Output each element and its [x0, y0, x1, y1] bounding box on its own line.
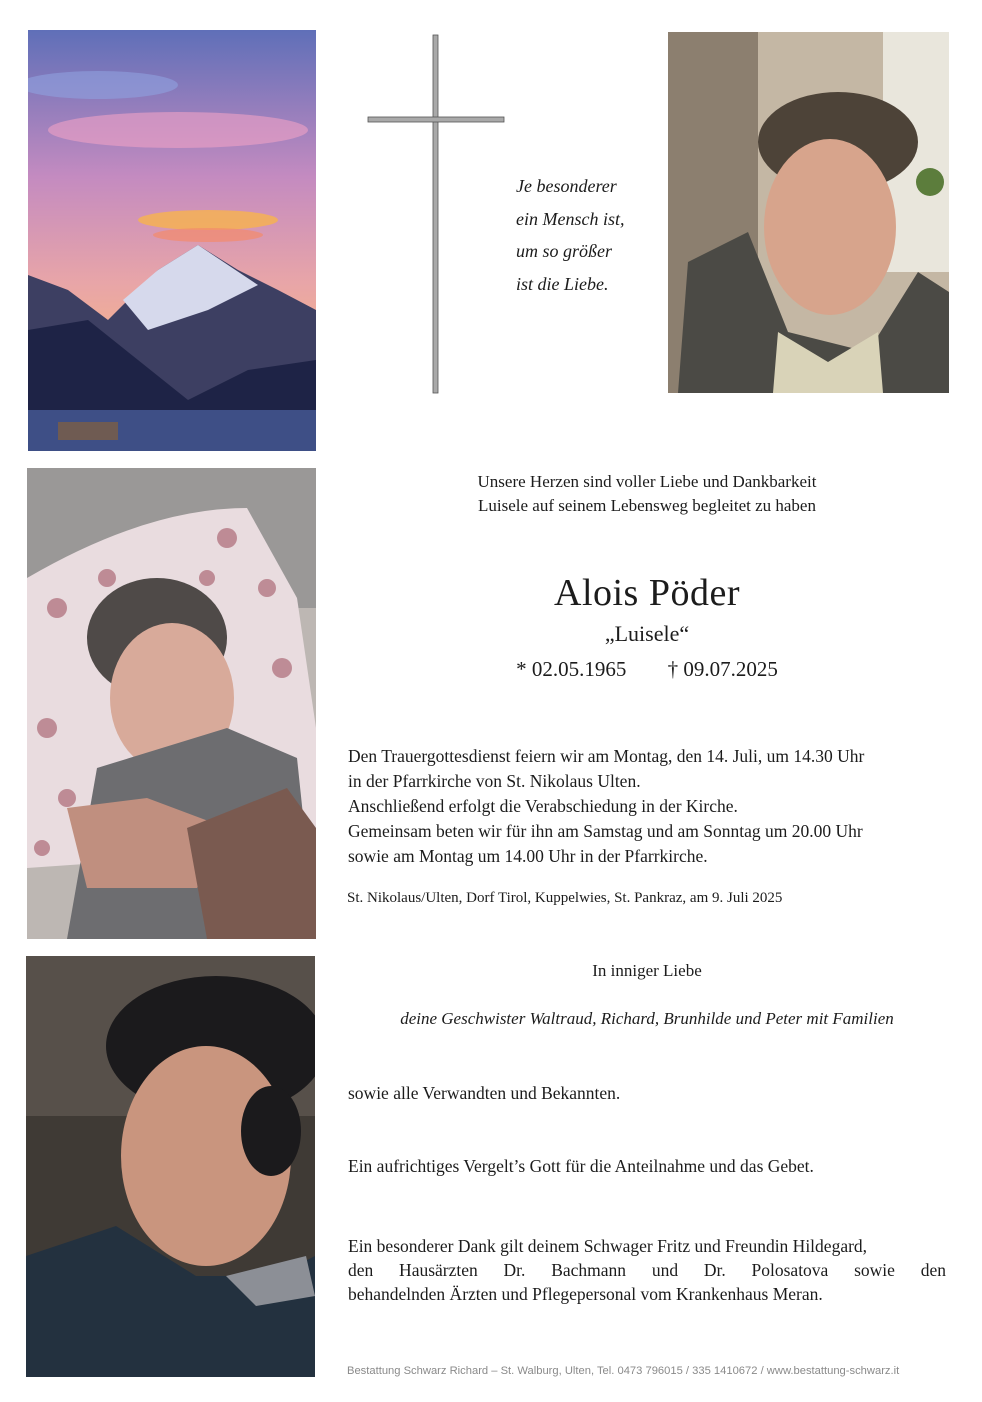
cross-icon [366, 33, 506, 395]
profile-photo [26, 956, 315, 1377]
in-love-line: In inniger Liebe [592, 961, 702, 980]
funeral-home-footer: Bestattung Schwarz Richard – St. Walburg, Ulten, Tel. 0473 796015 / 335 1410672 / www.bestattung-schwarz.it [347, 1365, 900, 1377]
thanks-line: Ein besonderer Dank gilt deinem Schwager Fritz und Freundin Hildegard, [348, 1236, 868, 1256]
bed-photo [27, 468, 316, 939]
service-line: in der Pfarrkirche von St. Nikolaus Ulten. [348, 771, 641, 791]
intro-line: Luisele auf seinem Lebensweg begleitet zu haben [478, 496, 816, 515]
verse-line: um so größer [516, 241, 613, 261]
verse-line: ein Mensch ist, [516, 208, 625, 229]
deceased-name: Alois Pöder [554, 572, 740, 614]
portrait-photo [668, 32, 949, 393]
deceased-nickname: „Luisele“ [604, 621, 690, 646]
service-line: sowie am Montag um 14.00 Uhr in der Pfarrkirche. [348, 846, 708, 866]
intro-line: Unsere Herzen sind voller Liebe und Dankbarkeit [477, 472, 817, 491]
life-dates [346, 657, 948, 682]
verse [516, 170, 666, 300]
birth-date: * 02.05.1965 [516, 657, 627, 681]
relatives-line: sowie alle Verwandten und Bekannten. [348, 1083, 621, 1103]
verse-line: ist die Liebe. [516, 273, 609, 294]
death-date: † 09.07.2025 [667, 657, 778, 681]
mountain-sunset-photo [28, 30, 316, 451]
thanks-line: den Hausärzten Dr. Bachmann und Dr. Polosatova sowie den [348, 1260, 946, 1280]
verse-line: Je besonderer [516, 176, 617, 196]
intro-text [346, 470, 948, 518]
service-line: Anschließend erfolgt die Verabschiedung in der Kirche. [348, 796, 738, 816]
siblings-line: deine Geschwister Waltraud, Richard, Brunhilde und Peter mit Familien [400, 1009, 894, 1028]
service-line: Den Trauergottesdienst feiern wir am Montag, den 14. Juli, um 14.30 Uhr [348, 746, 865, 766]
place-and-date: St. Nikolaus/Ulten, Dorf Tirol, Kuppelwies, St. Pankraz, am 9. Juli 2025 [347, 890, 783, 906]
service-announcement [348, 744, 958, 869]
gratitude-line: Ein aufrichtiges Vergelt’s Gott für die Anteilnahme und das Gebet. [348, 1156, 814, 1176]
service-line: Gemeinsam beten wir für ihn am Samstag und am Sonntag um 20.00 Uhr [348, 821, 863, 841]
thanks-line: behandelnden Ärzten und Pflegepersonal vom Krankenhaus Meran. [348, 1284, 823, 1304]
special-thanks [348, 1234, 946, 1306]
